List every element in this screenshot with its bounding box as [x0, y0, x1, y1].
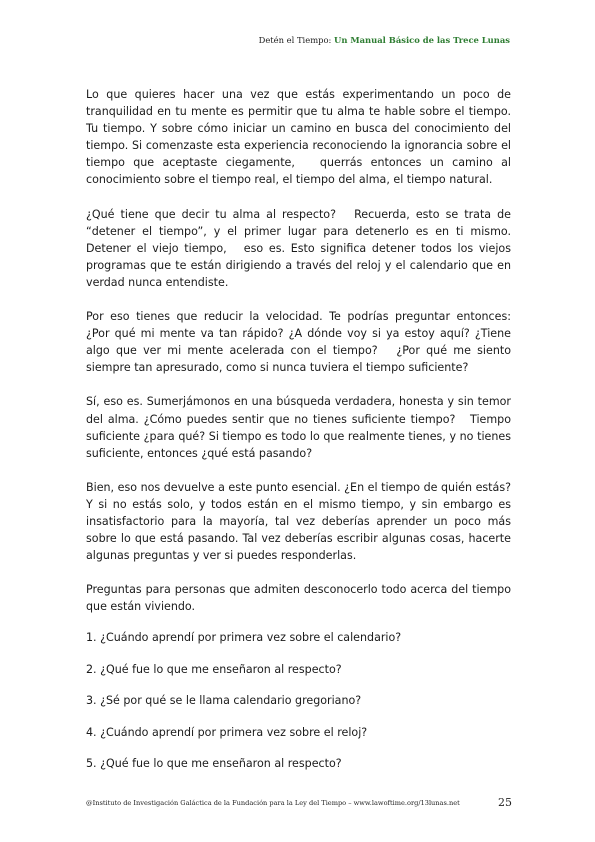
question-item: 1. ¿Cuándo aprendí por primera vez sobre el calendario?: [86, 631, 402, 645]
header-prefix: Detén el Tiempo:: [258, 35, 335, 45]
paragraph-5: Bien, eso nos devuelve a este punto esencial. ¿En el tiempo de quién estás? Y si no estás solo, y todos están en el mismo tiempo, y sin embargo es insatisfactorio para la mayoría, tal vez deberías aprender un poco más sobre lo que está pasando. Tal vez deberías escribir algunas cosas, hacerte algunas preguntas y ver si puedes responderlas.: [86, 480, 522, 563]
header-book-title: Un Manual Básico de las Trece Lunas: [334, 35, 510, 45]
page-number: 25: [498, 796, 512, 809]
question-item: 5. ¿Qué fue lo que me enseñaron al respecto?: [86, 757, 342, 771]
question-item: 4. ¿Cuándo aprendí por primera vez sobre el reloj?: [86, 725, 368, 739]
question-list: [86, 629, 511, 772]
paragraph-2: ¿Qué tiene que decir tu alma al respecto? Recuerda, esto se trata de “detener el tiempo”, y el primer lugar para detenerlo es en ti mismo. Detener el viejo tiempo, eso es. Esto significa detener todos los viejos programas que te están dirigiendo a través del reloj y el calendario que en verdad nunca entendiste.: [86, 207, 515, 289]
paragraph-3: Por eso tienes que reducir la velocidad. Te podrías preguntar entonces: ¿Por qué mi mente va tan rápido? ¿A dónde voy si ya estoy aquí? ¿Tiene algo que ver mi mente acelerada con el tiempo? ¿Por qué me siento siempre tan apresurado, como si nunca tuviera el tiempo suficiente?: [86, 310, 522, 375]
questions-intro: Preguntas para personas que admiten desconocerlo todo acerca del tiempo que están viviendo.: [86, 583, 515, 614]
question-item: 3. ¿Sé por qué se le llama calendario gregoriano?: [86, 694, 362, 708]
body-text: [86, 86, 522, 772]
paragraph-4: Sí, eso es. Sumerjámonos en una búsqueda verdadera, honesta y sin temor del alma. ¿Cómo puedes sentir que no tienes suficiente tiempo? Tiempo suficiente ¿para qué? Si tiempo es todo lo que realmente tienes, y no tienes suficiente, entonces ¿qué está pasando?: [86, 395, 515, 460]
footer-credit: @Instituto de Investigación Galáctica de la Fundación para la Ley del Tiempo – www.lawoftime.org/13lunas.net: [86, 799, 460, 807]
paragraph-1: Lo que quieres hacer una vez que estás experimentando un poco de tranquilidad en tu mente es permitir que tu alma te hable sobre el tiempo. Tu tiempo. Y sobre cómo iniciar un camino en busca del conocimiento del tiempo. Si comenzaste esta experiencia reconociendo la ignorancia sobre el tiempo que aceptaste ciegamente, querrás entonces un camino al conocimiento sobre el tiempo real, el tiempo del alma, el tiempo natural.: [86, 88, 515, 187]
question-item: 2. ¿Qué fue lo que me enseñaron al respecto?: [86, 662, 342, 676]
running-header: [259, 35, 510, 45]
